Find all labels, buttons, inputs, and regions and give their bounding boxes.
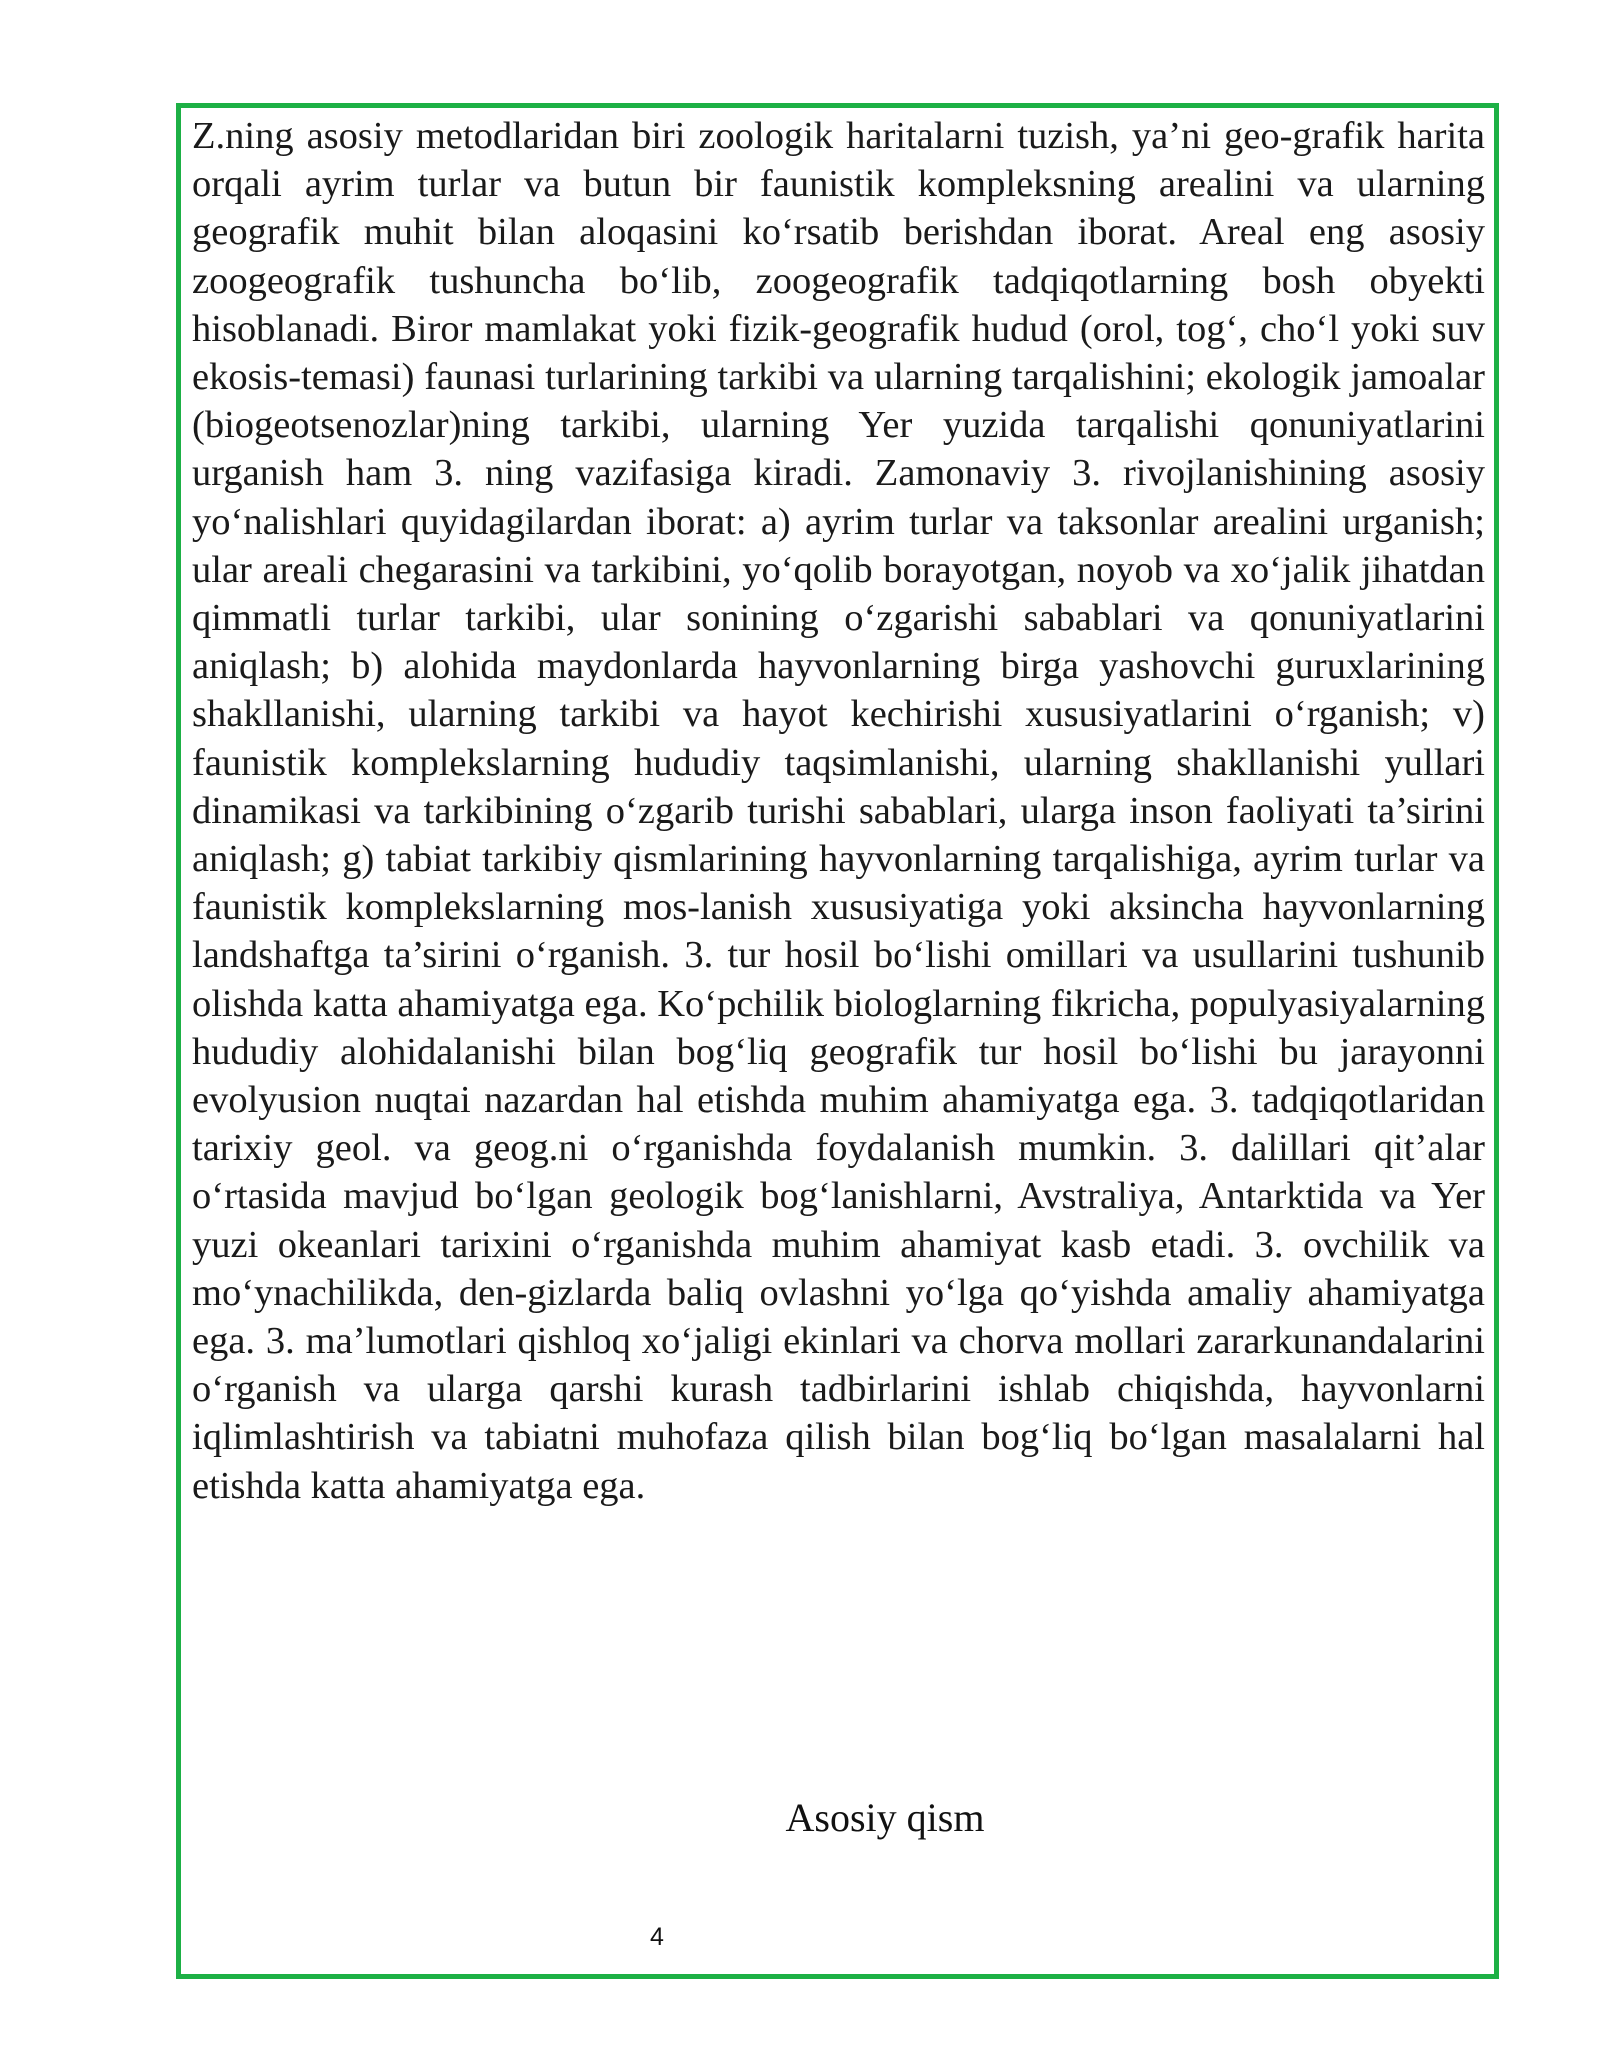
section-heading: Asosiy qism [785, 1795, 985, 1840]
page-number: 4 [650, 1923, 664, 1951]
body-paragraph: Z.ning asosiy metodlaridan biri zoologik haritalarni tuzish, ya’ni geo-grafik harita orqali ayrim turlar va butun bir faunistik kompleksning arealini va ularning geografik muhit bilan aloqasini ko‘rsatib berishdan iborat. Areal eng asosiy zoogeografik tushuncha bo‘lib, zoogeografik tadqiqotlarning bosh obyekti hisoblanadi. Biror mamlakat yoki fizik-geografik hudud (orol, tog‘, cho‘l yoki suv ekosis-temasi) faunasi turlarining tarkibi va ularning tarqalishini; ekologik jamoalar (biogeotsenozlar)ning tarkibi, ularning Yer yuzida tarqalishi qonuniyatlarini urganish ham 3. ning vazifasiga kiradi. Zamonaviy 3. rivojlanishining asosiy yo‘nalishlari quyidagilardan iborat: a) ayrim turlar va taksonlar arealini urganish; ular areali chegarasini va tarkibini, yo‘qolib borayotgan, noyob va xo‘jalik jihatdan qimmatli turlar tarkibi, ular sonining o‘zgarishi sabablari va qonuniyatlarini aniqlash; b) alohida maydonlarda hayvonlarning birga yashovchi guruxlarining shakllanishi, ularning tarkibi va hayot kechirishi xususiyatlarini o‘rganish; v) faunistik komplekslarning hududiy taqsimlanishi, ularning shakllanishi yullari dinamikasi va tarkibining o‘zgarib turishi sabablari, ularga inson faoliyati ta’sirini aniqlash; g) tabiat tarkibiy qismlarining hayvonlarning tarqalishiga, ayrim turlar va faunistik komplekslarning mos-lanish xususiyatiga yoki aksincha hayvonlarning landshaftga ta’sirini o‘rganish. 3. tur hosil bo‘lishi omillari va usullarini tushunib olishda katta ahamiyatga ega. Ko‘pchilik biologlarning fikricha, populyasiyalarning hududiy alohidalanishi bilan bog‘liq geografik tur hosil bo‘lishi bu jarayonni evolyusion nuqtai nazardan hal etishda muhim ahamiyatga ega. 3. tadqiqotlaridan tarixiy geol. va geog.ni o‘rganishda foydalanish mumkin. 3. dalillari qit’alar o‘rtasida mavjud bo‘lgan geologik bog‘lanishlarni, Avstraliya, Antarktida va Yer yuzi okeanlari tarixini o‘rganishda muhim ahamiyat kasb etadi. 3. ovchilik va mo‘ynachilikda, den-gizlarda baliq ovlashni yo‘lga qo‘yishda amaliy ahamiyatga ega. 3. ma’lumotlari qishloq xo‘jaligi ekinlari va chorva mollari zararkunandalarini o‘rganish va ularga qarshi kurash tadbirlarini ishlab chiqishda, hayvonlarni iqlimlashtirish va tabiatni muhofaza qilish bilan bog‘liq bo‘lgan masalalarni hal etishda katta ahamiyatga ega. [192, 115, 1485, 1507]
